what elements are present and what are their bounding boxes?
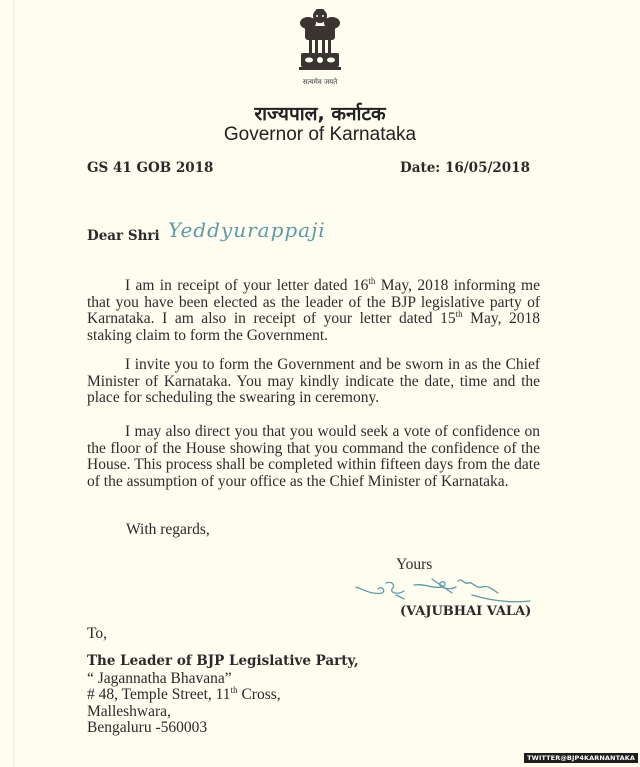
street-text: # 48, Temple Street, 11 [87, 686, 231, 703]
paragraph-text: May, 2018 informing me that you have been elected as the leader of the BJP legislative party of Karnataka. I am also in receipt of your letter dated 15 [87, 277, 540, 327]
recipient-street [87, 686, 281, 704]
body-paragraph-3 [87, 424, 540, 490]
recipient-city: Bengaluru -560003 [87, 719, 208, 736]
closing-regards: With regards, [126, 521, 210, 538]
body-paragraph-1 [87, 278, 540, 344]
office-title-english: Governor of Karnataka [223, 124, 417, 145]
signatory-name: (VAJUBHAI VALA) [400, 604, 532, 619]
ordinal-suffix: th [455, 309, 463, 319]
national-emblem [291, 6, 349, 90]
to-label: To, [87, 625, 108, 642]
emblem-motto: सत्यमेव जयते [302, 78, 338, 86]
paragraph-text: I may also direct you that you would seek a vote of confidence on the floor of the House showing that you command the confidence of the House. This process shall be completed within fifteen days from the date of the assumption of your office as the Chief Minister of Karnataka. [87, 423, 540, 490]
ordinal-suffix: th [368, 276, 376, 286]
paragraph-text: I am in receipt of your letter dated 16 [125, 277, 369, 294]
closing-yours: Yours [396, 556, 433, 573]
ashoka-lion-capital-icon [291, 6, 349, 78]
recipient-building: “ Jagannatha Bhavana” [87, 670, 232, 687]
ordinal-suffix: th [230, 685, 238, 695]
street-text: Cross, [237, 686, 281, 703]
recipient-locality: Malleshwara, [87, 703, 171, 720]
body-paragraph-2 [87, 357, 540, 407]
paragraph-text: May, 2018 staking claim to form the Government. [87, 310, 540, 344]
source-watermark: TWITTER@BJP4KARNANTAKA [524, 753, 638, 763]
salutation: Dear Shri [87, 228, 160, 244]
recipient-title: The Leader of BJP Legislative Party, [87, 653, 359, 669]
letter-date: Date: 16/05/2018 [400, 160, 530, 176]
office-title-hindi: राज्यपाल, कर्नाटक [254, 103, 386, 125]
paragraph-text: I invite you to form the Government and be sworn in as the Chief Minister of Karnataka. You may kindly indicate the date, time and the place for scheduling the swearing in ceremony. [87, 356, 540, 406]
reference-number: GS 41 GOB 2018 [87, 160, 214, 176]
handwritten-addressee-name: Yeddyurappaji [168, 218, 326, 242]
